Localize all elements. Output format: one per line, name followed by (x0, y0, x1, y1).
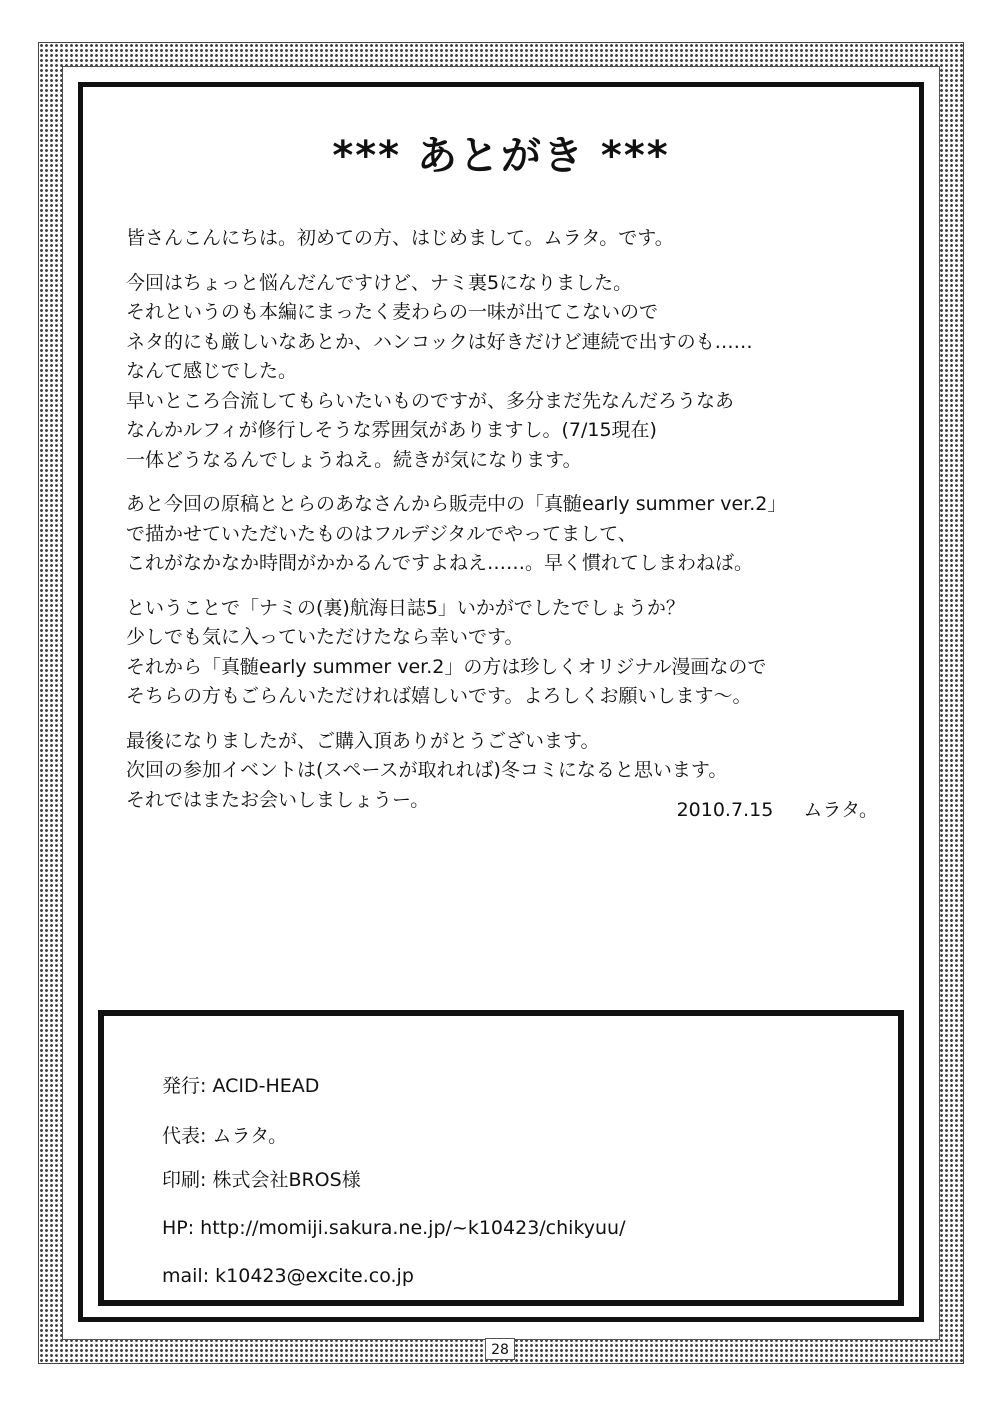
colophon-printer: 印刷: 株式会社BROS様 (162, 1169, 361, 1191)
signature-date: 2010.7.15 (676, 799, 774, 821)
text-line: これがなかなか時間がかかるんですよねえ……。早く慣れてしまわねば。 (126, 552, 754, 574)
text-line: 早いところ合流してもらいたいものですが、多分まだ先なんだろうなあ (126, 389, 735, 412)
text-line: 次回の参加イベントは(スペースが取れれば)冬コミになると思います。 (126, 759, 728, 781)
paragraph (126, 594, 896, 712)
signature-author: ムラタ。 (803, 799, 878, 821)
text-line: 今回はちょっと悩んだんですけど、ナミ裏5になりました。 (126, 271, 633, 294)
signature (677, 796, 878, 824)
paragraph (126, 490, 896, 579)
text-line: 皆さんこんにちは。初めての方、はじめまして。ムラタ。です。 (126, 227, 674, 249)
page-number: 28 (485, 1338, 515, 1360)
text-line: 少しでも気に入っていただけたなら幸いです。 (126, 626, 524, 648)
colophon-mail: mail: k10423@excite.co.jp (162, 1265, 414, 1287)
colophon-homepage: HP: http://momiji.sakura.ne.jp/~k10423/chikyuu/ (162, 1217, 626, 1239)
colophon-representative: 代表: ムラタ。 (162, 1125, 288, 1147)
colophon-publisher: 発行: ACID-HEAD (162, 1075, 320, 1097)
text-line: それではまたお会いしましょうー。 (126, 788, 430, 811)
text-line: そちらの方もごらんいただければ嬉しいです。よろしくお願いします～。 (126, 685, 752, 707)
text-line: ネタ的にも厳しいなあとか、ハンコックは好きだけど連続で出すのも…… (126, 330, 753, 353)
text-line: それというのも本編にまったく麦わらの一味が出てこないので (126, 301, 659, 323)
text-line: なんて感じでした。 (126, 360, 298, 382)
text-line: ということで「ナミの(裏)航海日誌5」いかがでしたでしょうか？ (126, 596, 685, 619)
text-line: あと今回の原稿ととらのあなさんから販売中の「真髄early summer ver.2」 (126, 493, 787, 515)
paragraph (126, 224, 896, 254)
text-line: で描かせていただいたものはフルデジタルでやってまして、 (126, 522, 637, 545)
text-line: 一体どうなるんでしょうねえ。続きが気になります。 (126, 448, 582, 471)
text-line: それから「真髄early summer ver.2」の方は珍しくオリジナル漫画なので (126, 655, 767, 678)
text-line: 最後になりましたが、ご購入頂ありがとうございます。 (126, 729, 600, 752)
afterword-body (126, 224, 896, 830)
page-title: *** あとがき *** (332, 133, 670, 179)
text-line: なんかルフィが修行しそうな雰囲気がありますし。(7/15現在) (126, 419, 657, 441)
paragraph (126, 269, 896, 476)
